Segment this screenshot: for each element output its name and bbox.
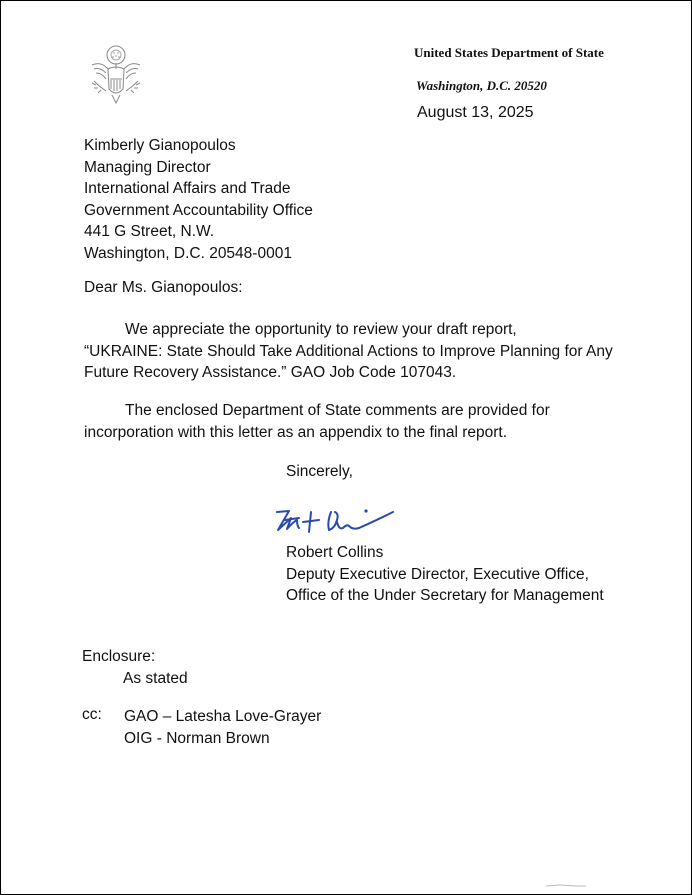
- cc-label: cc:: [82, 706, 102, 723]
- cc-entry: GAO – Latesha Love-Grayer: [124, 708, 322, 725]
- department-name: United States Department of State: [414, 45, 604, 60]
- recipient-title: Managing Director: [84, 158, 211, 176]
- body-paragraph-1: [84, 319, 613, 384]
- salutation: Dear Ms. Gianopoulos:: [84, 279, 243, 296]
- enclosure-label: Enclosure:: [82, 648, 156, 665]
- enclosure-block: [82, 646, 188, 689]
- recipient-street: 441 G Street, N.W.: [84, 223, 215, 240]
- signer-block: [286, 542, 604, 607]
- body-paragraph-2: [84, 400, 550, 443]
- cc-list: [124, 706, 321, 749]
- paragraph-line: Future Recovery Assistance.” GAO Job Code 107043.: [84, 364, 457, 381]
- recipient-organization: Government Accountability Office: [84, 201, 313, 219]
- paragraph-line: We appreciate the opportunity to review your draft report,: [125, 321, 517, 338]
- signer-title: Deputy Executive Director, Executive Office,: [286, 565, 589, 583]
- recipient-address: [84, 135, 313, 264]
- paragraph-line: “UKRAINE: State Should Take Additional Actions to Improve Planning for Any: [84, 342, 613, 360]
- recipient-city: Washington, D.C. 20548-0001: [84, 244, 292, 262]
- closing: Sincerely,: [286, 463, 353, 480]
- handwritten-signature-icon: [273, 498, 408, 540]
- recipient-division: International Affairs and Trade: [84, 180, 291, 197]
- enclosure-value: As stated: [123, 669, 188, 687]
- paragraph-line: incorporation with this letter as an appendix to the final report.: [84, 423, 508, 441]
- great-seal-icon: [86, 43, 146, 109]
- cc-entry: OIG - Norman Brown: [124, 729, 270, 747]
- signer-office: Office of the Under Secretary for Management: [286, 587, 604, 604]
- letter-date: August 13, 2025: [417, 104, 534, 121]
- department-address: Washington, D.C. 20520: [416, 78, 547, 93]
- scan-artifact: [546, 884, 586, 887]
- recipient-name: Kimberly Gianopoulos: [84, 137, 236, 154]
- paragraph-line: The enclosed Department of State comments are provided for: [125, 402, 550, 419]
- signer-name: Robert Collins: [286, 544, 384, 561]
